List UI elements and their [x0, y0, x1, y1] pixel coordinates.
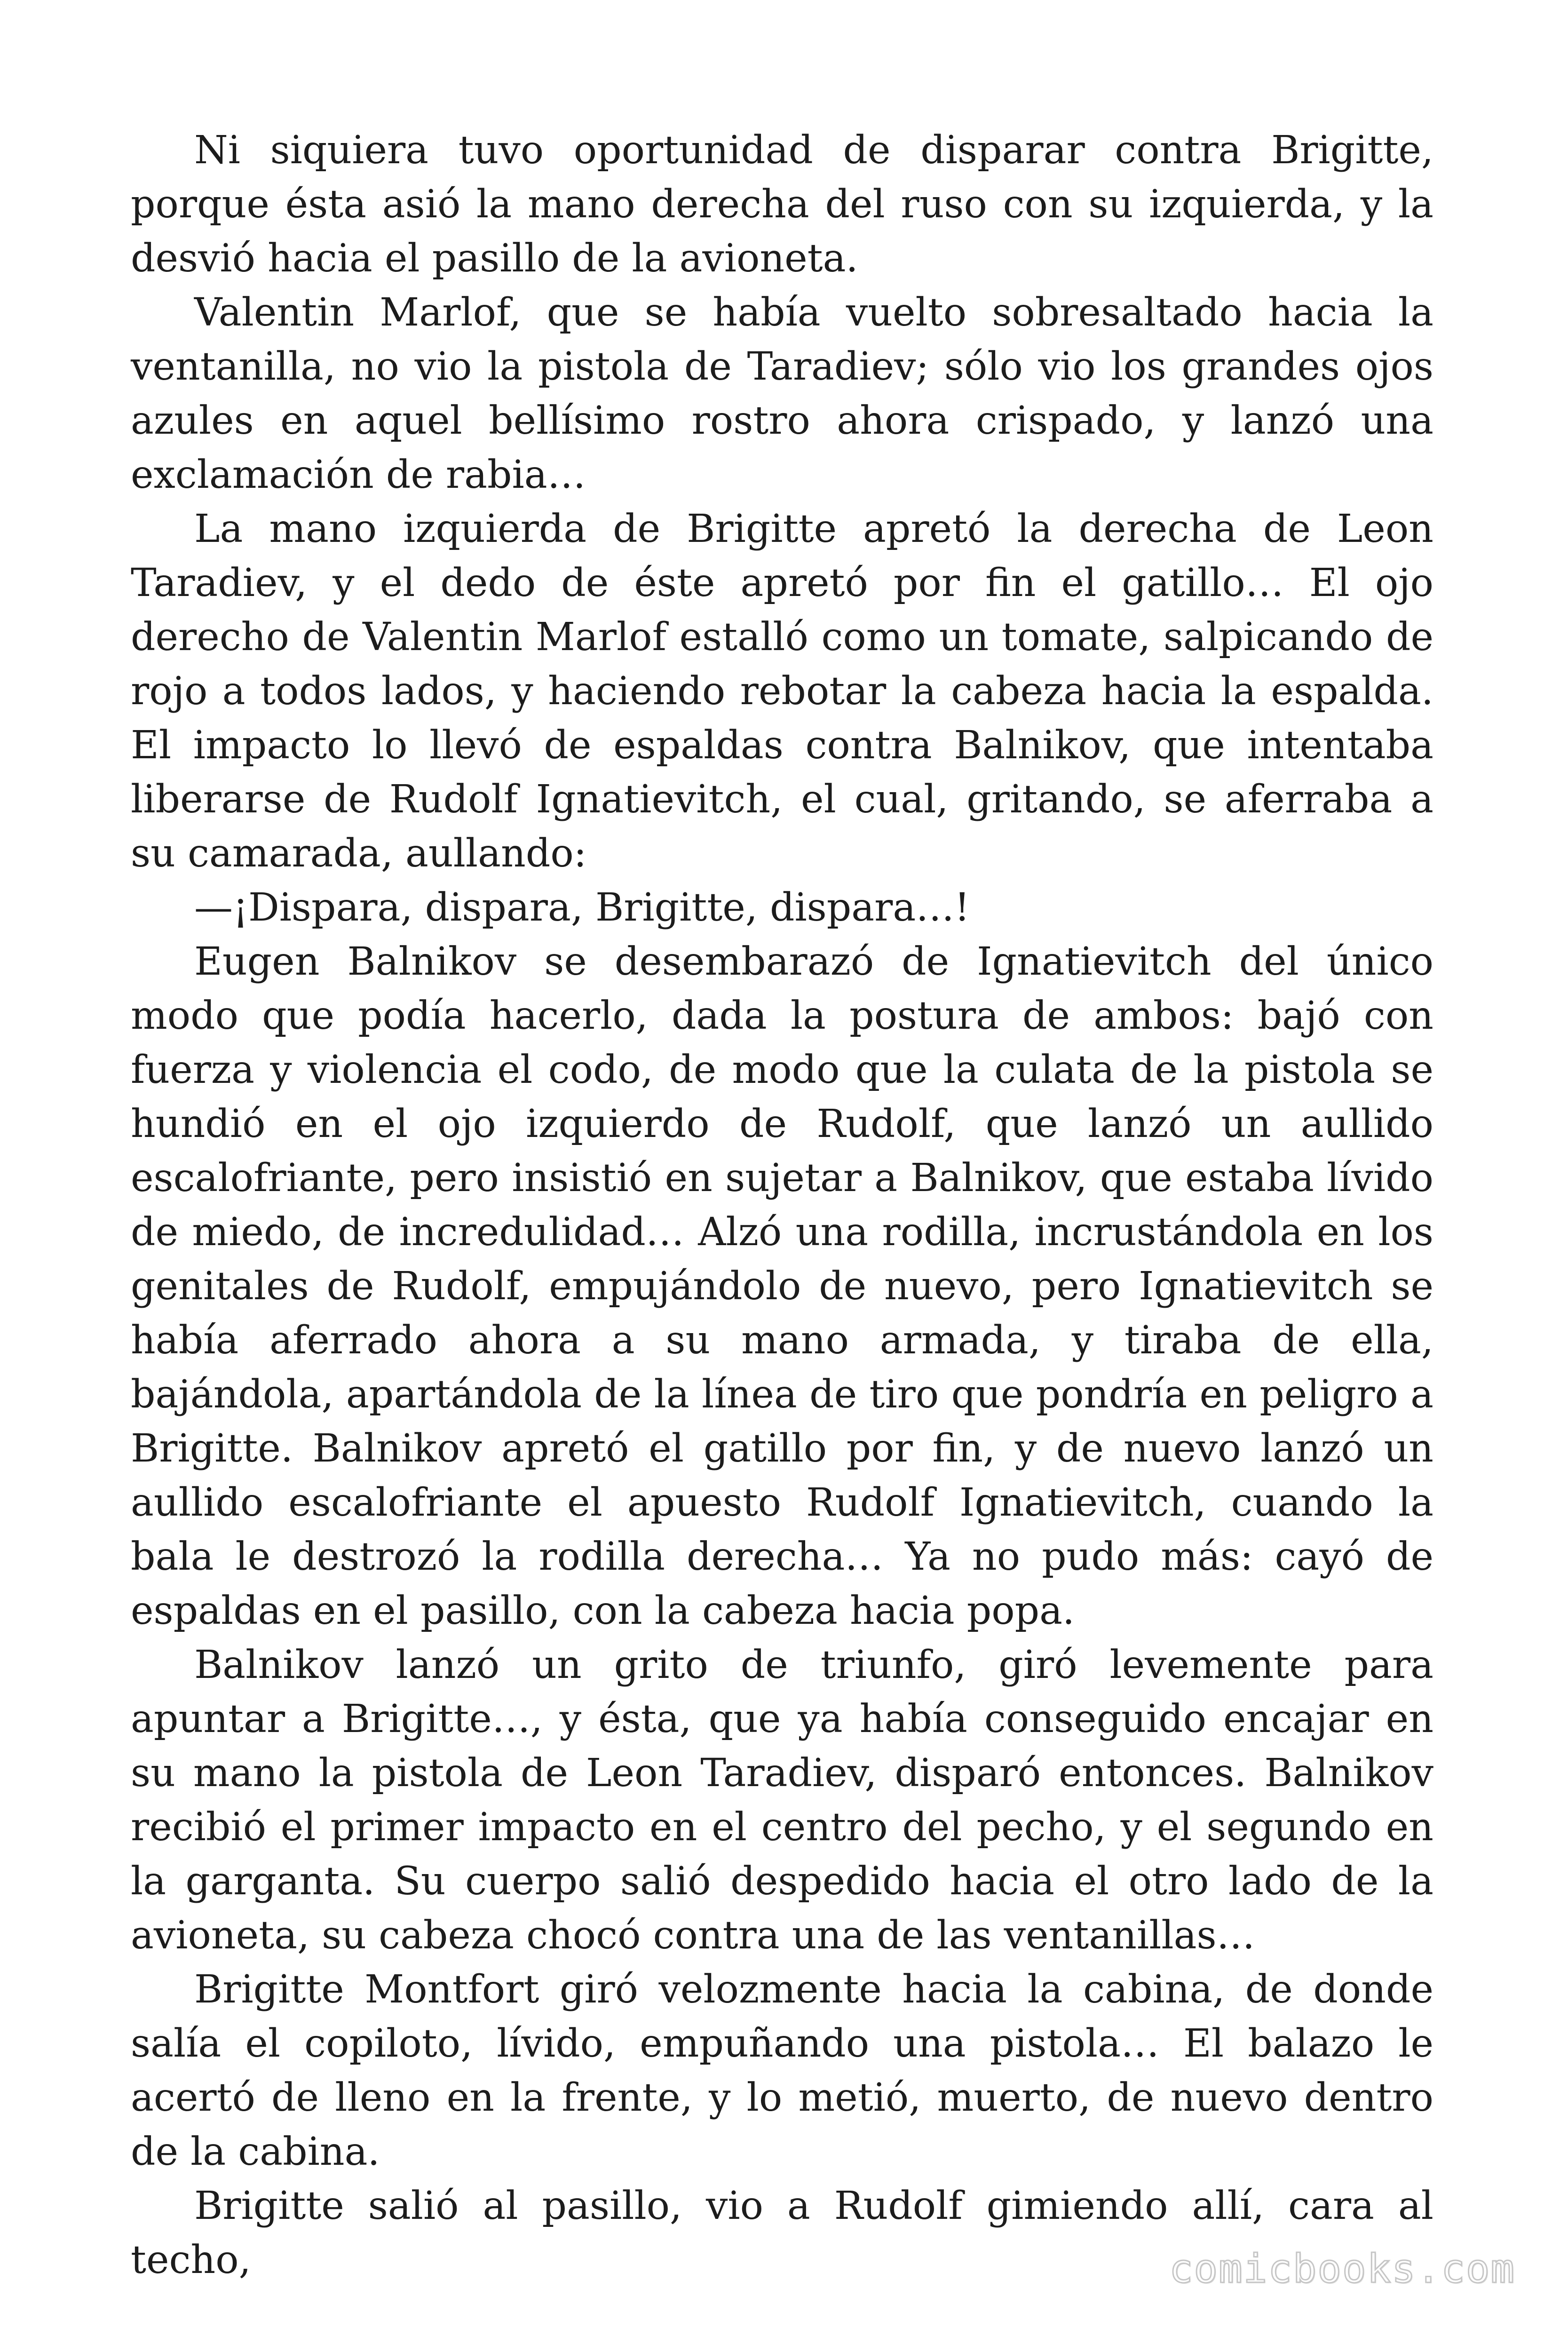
paragraph: Eugen Balnikov se desembarazó de Ignatievitch del único modo que podía hacerlo, dada la postura de ambos: bajó con fuerza y violencia el codo, de modo que la culata de la pistola se hundió en el ojo izquierdo de Rudolf, que lanzó un aullido escalofriante, pero insistió en sujetar a Balnikov, que estaba lívido de miedo, de incredulidad… Alzó una rodilla, incrustándola en los genitales de Rudolf, empujándolo de nuevo, pero Ignatievitch se había aferrado ahora a su mano armada, y tiraba de ella, bajándola, apartándola de la línea de tiro que pondría en peligro a Brigitte. Balnikov apretó el gatillo por fin, y de nuevo lanzó un aullido escalofriante el apuesto Rudolf Ignatievitch, cuando la bala le destrozó la rodilla derecha… Ya no pudo más: cayó de espaldas en el pasillo, con la cabeza hacia popa.: [131, 939, 1433, 1633]
paragraph: Valentin Marlof, que se había vuelto sobresaltado hacia la ventanilla, no vio la pistola de Taradiev; sólo vio los grandes ojos azules en aquel bellísimo rostro ahora crispado, y lanzó una exclamación de rabia…: [131, 290, 1433, 497]
body-text: [131, 123, 1433, 2287]
paragraph: Brigitte salió al pasillo, vio a Rudolf gimiendo allí, cara al techo,: [131, 2184, 1433, 2282]
paragraph: Balnikov lanzó un grito de triunfo, giró levemente para apuntar a Brigitte…, y ésta, que ya había conseguido encajar en su mano la pistola de Leon Taradiev, disparó entonces. Balnikov recibió el primer impacto en el centro del pecho, y el segundo en la garganta. Su cuerpo salió despedido hacia el otro lado de la avioneta, su cabeza chocó contra una de las ventanillas…: [131, 1643, 1433, 1958]
paragraph: —¡Dispara, dispara, Brigitte, dispara…!: [194, 885, 970, 930]
paragraph: Brigitte Montfort giró velozmente hacia la cabina, de donde salía el copiloto, lívido, empuñando una pistola… El balazo le acertó de lleno en la frente, y lo metió, muerto, de nuevo dentro de la cabina.: [131, 1967, 1433, 2174]
paragraph: Ni siquiera tuvo oportunidad de disparar contra Brigitte, porque ésta asió la mano derecha del ruso con su izquierda, y la desvió hacia el pasillo de la avioneta.: [131, 128, 1433, 281]
watermark: comicbooks.com: [1169, 2246, 1515, 2292]
paragraph: La mano izquierda de Brigitte apretó la derecha de Leon Taradiev, y el dedo de éste apretó por fin el gatillo… El ojo derecho de Valentin Marlof estalló como un tomate, salpicando de rojo a todos lados, y haciendo rebotar la cabeza hacia la espalda. El impacto lo llevó de espaldas contra Balnikov, que intentaba liberarse de Rudolf Ignatievitch, el cual, gritando, se aferraba a su camarada, aullando:: [131, 507, 1433, 876]
